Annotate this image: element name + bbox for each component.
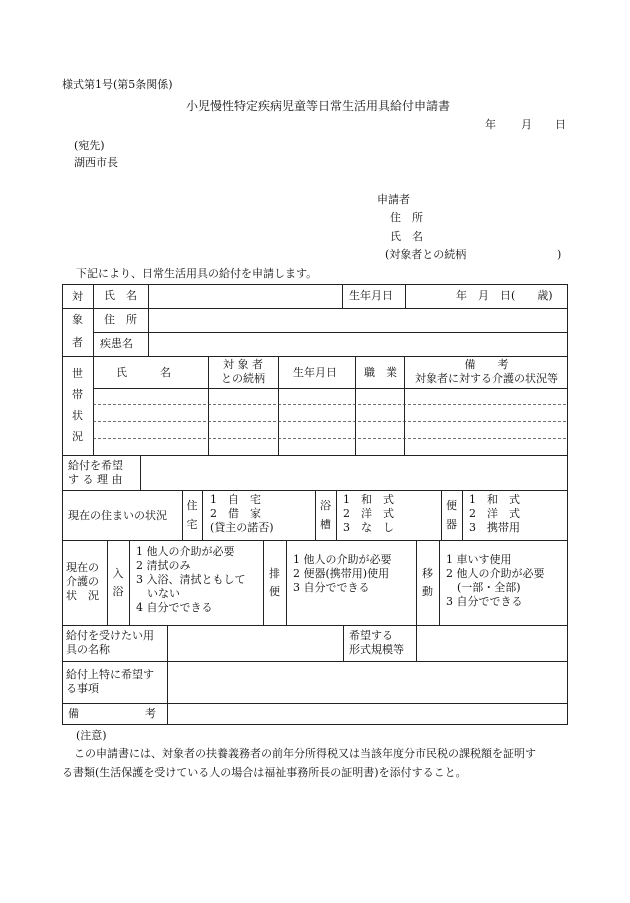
household-rows-area[interactable] [94,390,567,454]
notes-line-1: この申請書には、対象者の扶養義務者の前年分所得税又は当該年度分市民税の課税額を証明す [74,747,536,760]
target-name-label: 氏 名 [104,289,137,302]
target-birth-label: 生年月日 [349,289,393,302]
bath-tub-label: 浴 槽 [320,498,331,531]
notes-heading: (注意) [76,729,107,742]
housing-options[interactable]: 1 自 宅 2 借 家 (貸主の諾否) [210,493,274,534]
household-col-relation: 対 象 者 との続柄 [221,358,265,385]
target-disease-label: 疾患名 [100,337,133,350]
household-col-birth: 生年月日 [293,366,337,379]
target-name-field[interactable] [151,289,340,305]
toilet-options[interactable]: 1 和 式 2 洋 式 3 携帯用 [469,493,520,534]
form-title: 小児慢性特定疾病児童等日常生活用具給付申請書 [186,99,451,113]
household-group-label: 世 帯 状 況 [72,367,83,443]
equipment-spec-label: 希望する 形式規模等 [349,629,404,656]
date-year-label: 年 [485,118,496,131]
remarks-label: 備 考 [68,707,156,720]
care-mobility-label: 移 動 [422,566,433,598]
form-number: 様式第1号(第5条関係) [62,78,173,91]
target-group-label: 対 象 者 [72,290,83,349]
care-bath-label: 入 浴 [112,566,124,598]
intro-text: 下記により、日常生活用具の給付を申請します。 [76,267,318,280]
equipment-spec-field[interactable] [419,628,566,659]
care-mobility-options[interactable]: 1 車いす使用 2 他人の介助が必要 (一部・全部) 3 自分でできる [446,553,545,608]
target-address-label: 住 所 [104,313,137,326]
applicant-address-label: 住 所 [390,211,423,224]
applicant-relation-close: ) [557,248,562,261]
applicant-name-label: 氏 名 [390,230,423,243]
residence-label: 現在の住まいの状況 [68,509,167,522]
reason-label: 給付を希望 す る 理 由 [68,459,123,486]
toilet-label: 便 器 [446,498,457,531]
care-excretion-options[interactable]: 1 他人の介助が必要 2 便器(携帯用)使用 3 自分でできる [293,553,392,594]
household-col-remarks: 備 考 対象者に対する介護の状況等 [415,358,558,385]
special-request-field[interactable] [169,664,566,701]
care-excretion-label: 排 便 [269,566,280,598]
equipment-name-label: 給付を受けたい用 具の名称 [66,629,154,656]
addressee-label: (宛先) [74,139,105,152]
care-bath-options[interactable]: 1 他人の介助が必要 2 清拭のみ 3 入浴、清拭ともして いない 4 自分でできる [136,545,246,614]
target-disease-field[interactable] [151,337,565,353]
household-col-name: 氏 名 [116,366,171,379]
bath-tub-options[interactable]: 1 和 式 2 洋 式 3 な し [343,493,394,534]
housing-label: 住 宅 [186,498,198,531]
notes-line-2: る書類(生活保護を受けている人の場合は福祉事務所長の証明書)を添付すること。 [62,766,467,779]
target-address-field[interactable] [151,313,565,329]
special-request-label: 給付上特に希望す る事項 [66,668,154,695]
care-label: 現在の 介護の 状 況 [66,561,99,602]
target-birth-value[interactable]: 年 月 日( 歳) [456,289,553,302]
household-col-job: 職 業 [364,366,397,379]
remarks-field[interactable] [169,706,566,722]
addressee: 湖西市長 [74,156,118,169]
applicant-heading: 申請者 [377,193,410,206]
applicant-relation-label: (対象者との続柄 [385,248,467,261]
date-day-label: 日 [555,118,566,131]
reason-field[interactable] [142,458,566,488]
equipment-name-field[interactable] [169,628,341,659]
date-month-label: 月 [521,118,532,131]
